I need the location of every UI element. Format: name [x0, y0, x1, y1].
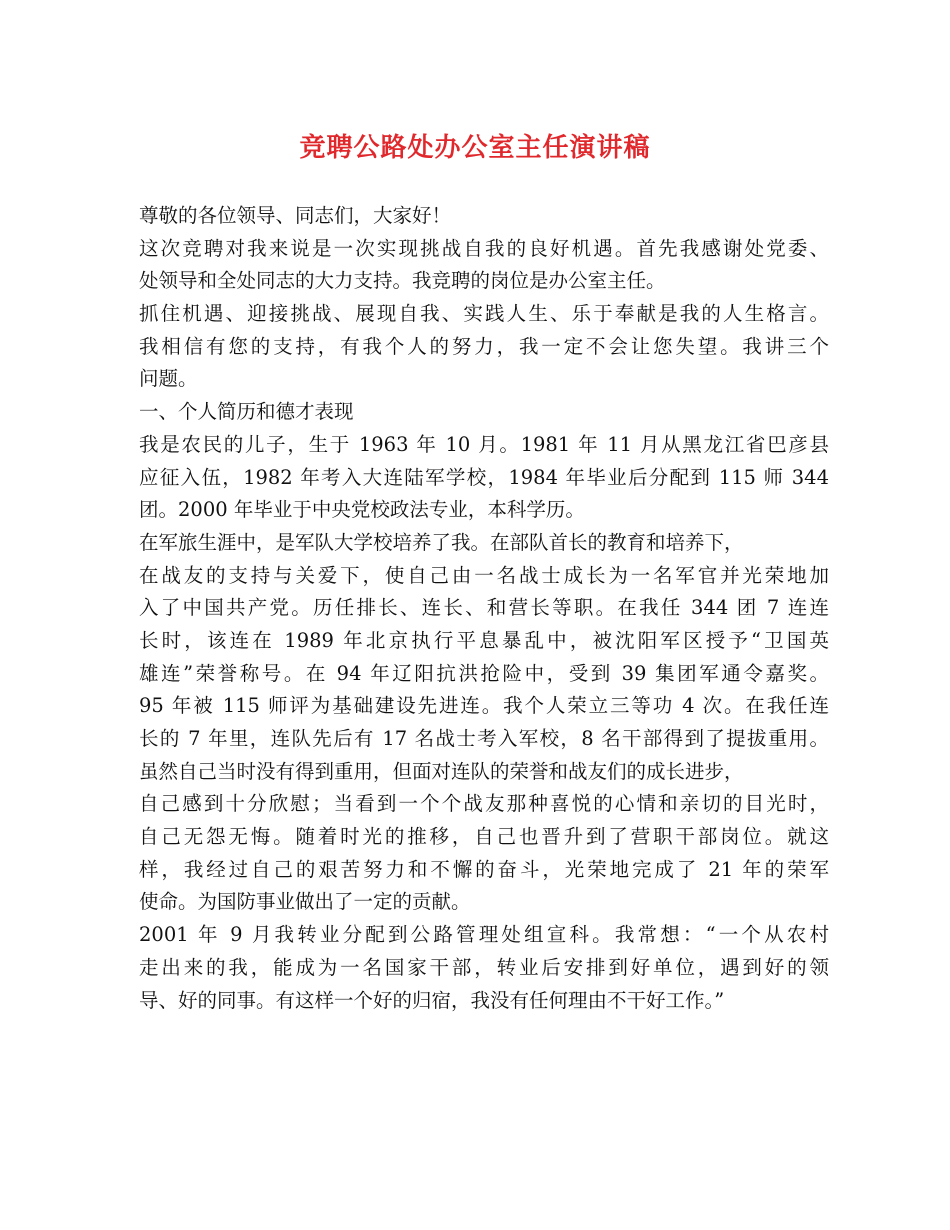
- paragraph-line: 入了中国共产党。历任排长、连长、和营长等职。在我任 344 团 7 连连: [139, 596, 829, 620]
- paragraph-line: 在军旅生涯中，是军队大学校培养了我。在部队首长的教育和培养下，: [139, 530, 744, 554]
- paragraph-line: 团。2000 年毕业于中央党校政法专业，本科学历。: [139, 498, 585, 522]
- paragraph-line: 在战友的支持与关爱下，使自己由一名战士成长为一名军官并光荣地加: [139, 563, 829, 587]
- paragraph-line: 导、好的同事。有这样一个好的归宿，我没有任何理由不干好工作。”: [139, 988, 725, 1012]
- section-heading: 一、个人简历和德才表现: [139, 400, 354, 424]
- paragraph-line: 我相信有您的支持，有我个人的努力，我一定不会让您失望。我讲三个: [139, 334, 829, 358]
- paragraph-line: 95 年被 115 师评为基础建设先进连。我个人荣立三等功 4 次。在我任连: [139, 694, 829, 718]
- paragraph-line: 走出来的我，能成为一名国家干部，转业后安排到好单位，遇到好的领: [139, 955, 829, 979]
- paragraph-line: 长的 7 年里，连队先后有 17 名战士考入军校，8 名干部得到了提拔重用。: [139, 727, 829, 750]
- document-title: 竞聘公路处办公室主任演讲稿: [299, 133, 651, 163]
- paragraph-line: 自己无怨无悔。随着时光的推移，自己也晋升到了营职干部岗位。就这: [139, 825, 829, 849]
- paragraph-line: 抓住机遇、迎接挑战、展现自我、实践人生、乐于奉献是我的人生格言。: [139, 302, 829, 326]
- paragraph-line: 尊敬的各位领导、同志们，大家好！: [139, 204, 452, 227]
- paragraph-line: 问题。: [139, 367, 198, 391]
- paragraph-line: 样，我经过自己的艰苦努力和不懈的奋斗，光荣地完成了 21 年的荣军: [139, 857, 829, 881]
- paragraph-line: 长时，该连在 1989 年北京执行平息暴乱中，被沈阳军区授予“卫国英: [139, 628, 829, 652]
- paragraph-line: 处领导和全处同志的大力支持。我竞聘的岗位是办公室主任。: [139, 269, 666, 293]
- paragraph-line: 我是农民的儿子，生于 1963 年 10 月。1981 年 11 月从黑龙江省巴彦县: [139, 432, 829, 456]
- paragraph-line: 自己感到十分欣慰；当看到一个个战友那种喜悦的心情和亲切的目光时，: [139, 792, 829, 816]
- paragraph-line: 雄连”荣誉称号。在 94 年辽阳抗洪抢险中，受到 39 集团军通令嘉奖。: [139, 661, 829, 685]
- document-body: [139, 200, 829, 1017]
- paragraph-line: 使命。为国防事业做出了一定的贡献。: [139, 890, 471, 914]
- paragraph-line: 虽然自己当时没有得到重用，但面对连队的荣誉和战友们的成长进步，: [139, 759, 744, 783]
- paragraph-line: 2001 年 9 月我转业分配到公路管理处组宣科。我常想：“一个从农村: [139, 923, 829, 947]
- paragraph-line: 应征入伍，1982 年考入大连陆军学校，1984 年毕业后分配到 115 师 344: [139, 465, 829, 489]
- paragraph-line: 这次竞聘对我来说是一次实现挑战自我的良好机遇。首先我感谢处党委、: [139, 236, 829, 260]
